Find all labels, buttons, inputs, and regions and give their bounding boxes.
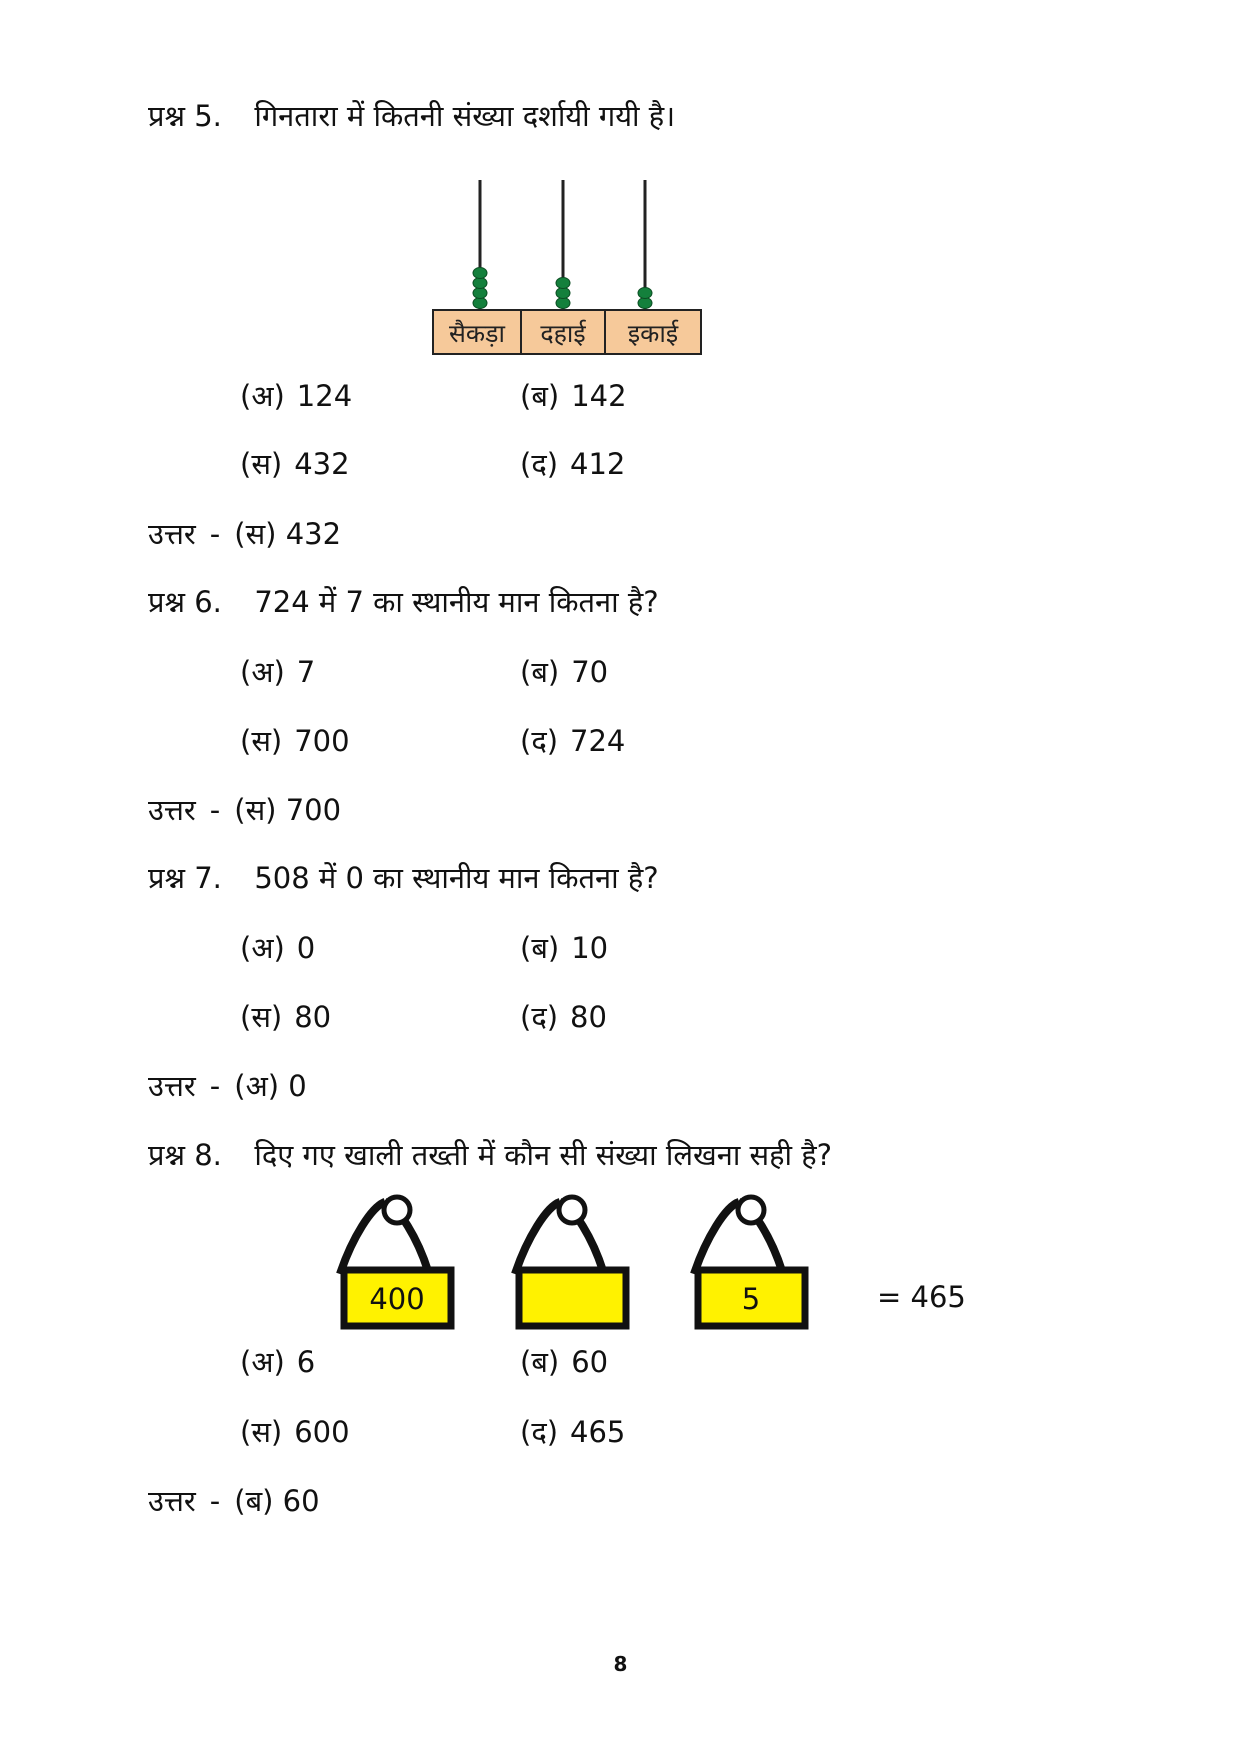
option-marker: (द) xyxy=(520,1000,559,1034)
q6-option-d xyxy=(520,724,626,758)
option-value: 465 xyxy=(570,1415,626,1449)
option-marker: (द) xyxy=(520,724,559,758)
q8-option-c xyxy=(240,1415,350,1449)
answer-label: उत्तर xyxy=(148,793,196,827)
q7-question xyxy=(148,861,659,895)
q6-label: प्रश्न 6. xyxy=(148,585,222,619)
option-marker: (ब) xyxy=(520,655,560,689)
board-value-hundreds: 400 xyxy=(369,1282,425,1316)
answer-label: उत्तर xyxy=(148,1069,196,1103)
option-marker: (ब) xyxy=(520,931,560,965)
option-value: 6 xyxy=(296,1345,316,1379)
answer-value: (स) 700 xyxy=(234,793,342,827)
q8-option-a xyxy=(240,1345,316,1379)
q6-answer xyxy=(148,793,342,827)
q5-option-d xyxy=(520,447,626,481)
q5-label: प्रश्न 5. xyxy=(148,99,222,133)
q8-option-d xyxy=(520,1415,626,1449)
q7-answer xyxy=(148,1069,307,1103)
q8-answer xyxy=(148,1484,320,1518)
place-tens: दहाई xyxy=(540,319,586,348)
abacus-bead xyxy=(473,278,487,289)
option-value: 724 xyxy=(570,724,626,758)
option-marker: (अ) xyxy=(240,1345,285,1379)
q7-option-b xyxy=(520,931,609,965)
option-marker: (स) xyxy=(240,1000,283,1034)
q5-option-c xyxy=(240,447,350,481)
option-value: 124 xyxy=(296,379,353,413)
option-marker: (अ) xyxy=(240,379,285,413)
q6-question xyxy=(148,585,659,619)
option-value: 80 xyxy=(570,1000,607,1034)
abacus-bead xyxy=(556,298,570,309)
answer-dash: - xyxy=(209,517,221,551)
q8-option-b xyxy=(520,1345,609,1379)
abacus-bead xyxy=(556,278,570,289)
option-marker: (स) xyxy=(240,447,283,481)
option-value: 10 xyxy=(571,931,609,965)
answer-value: (ब) 60 xyxy=(234,1484,320,1518)
option-marker: (ब) xyxy=(520,379,560,413)
board-ones xyxy=(694,1197,805,1326)
option-marker: (अ) xyxy=(240,655,285,689)
option-marker: (स) xyxy=(240,1415,283,1449)
q6-text: 724 में 7 का स्थानीय मान कितना है? xyxy=(254,585,659,619)
option-value: 412 xyxy=(570,447,626,481)
option-marker: (द) xyxy=(520,447,559,481)
board-value-ones: 5 xyxy=(741,1282,761,1316)
option-marker: (अ) xyxy=(240,931,285,965)
abacus-bead xyxy=(556,288,570,299)
abacus-bead xyxy=(638,288,652,299)
option-value: 600 xyxy=(294,1415,350,1449)
q7-option-a xyxy=(240,931,316,965)
answer-dash: - xyxy=(209,1484,221,1518)
q7-option-c xyxy=(240,1000,332,1034)
abacus-bead xyxy=(638,298,652,309)
abacus-bead xyxy=(473,288,487,299)
q6-option-b xyxy=(520,655,609,689)
answer-value: (स) 432 xyxy=(234,517,342,551)
q8-question xyxy=(148,1138,833,1172)
answer-label: उत्तर xyxy=(148,1484,196,1518)
q8-label: प्रश्न 8. xyxy=(148,1138,222,1172)
q5-option-a xyxy=(240,379,353,413)
option-marker: (स) xyxy=(240,724,283,758)
abacus-figure xyxy=(425,170,715,370)
q7-text: 508 में 0 का स्थानीय मान कितना है? xyxy=(254,861,659,895)
option-value: 700 xyxy=(294,724,350,758)
q5-option-b xyxy=(520,379,627,413)
option-value: 70 xyxy=(571,655,609,689)
place-hundreds: सैकड़ा xyxy=(449,319,505,348)
board-tens-empty xyxy=(515,1197,626,1326)
q8-text: दिए गए खाली तख्ती में कौन सी संख्या लिखना सही है? xyxy=(254,1138,833,1172)
q6-option-a xyxy=(240,655,316,689)
option-value: 80 xyxy=(294,1000,332,1034)
answer-dash: - xyxy=(209,793,221,827)
option-value: 432 xyxy=(294,447,350,481)
q7-option-d xyxy=(520,1000,607,1034)
answer-value: (अ) 0 xyxy=(234,1069,307,1103)
hanging-boards-figure xyxy=(330,1188,970,1338)
option-marker: (ब) xyxy=(520,1345,560,1379)
place-ones: इकाई xyxy=(627,319,679,348)
answer-dash: - xyxy=(209,1069,221,1103)
option-value: 60 xyxy=(571,1345,609,1379)
option-value: 142 xyxy=(571,379,627,413)
q7-label: प्रश्न 7. xyxy=(148,861,222,895)
q5-text: गिनतारा में कितनी संख्या दर्शायी गयी है। xyxy=(254,99,676,133)
q6-option-c xyxy=(240,724,350,758)
equation-result: = 465 xyxy=(877,1280,966,1314)
option-value: 0 xyxy=(296,931,316,965)
q5-question xyxy=(148,99,676,133)
option-marker: (द) xyxy=(520,1415,559,1449)
page-number: 8 xyxy=(613,1652,628,1676)
option-value: 7 xyxy=(296,655,316,689)
abacus-bead xyxy=(473,298,487,309)
q5-answer xyxy=(148,517,342,551)
abacus-bead xyxy=(473,268,487,279)
answer-label: उत्तर xyxy=(148,517,196,551)
board-hundreds xyxy=(340,1197,451,1326)
